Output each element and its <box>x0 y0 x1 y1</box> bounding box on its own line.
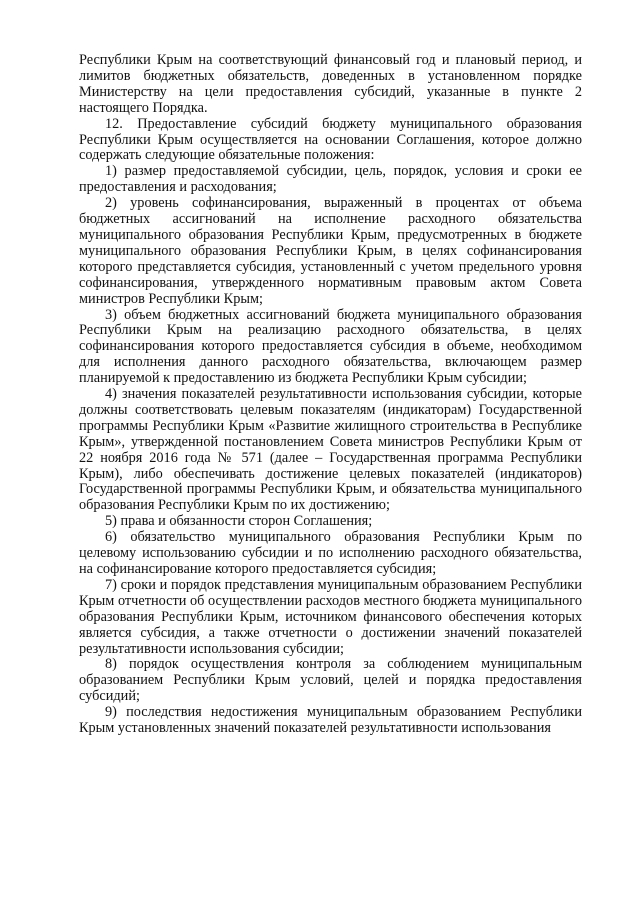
paragraph-clause-1: 1) размер предоставляемой субсидии, цель, порядок, условия и сроки ее предоставления и расходования; <box>79 163 582 196</box>
paragraph-clause-2: 2) уровень софинансирования, выраженный в процентах от объема бюджетных ассигнований на исполнение расходного обязательства муниципального образования Республики Крым, предусмотренных в бюджете муниципального образования Республики Крым, в целях софинансирования которого представляется субсидия, установленный с учетом предельного уровня софинансирования, утвержденного нормативным правовым актом Совета министров Республики Крым; <box>79 195 582 307</box>
paragraph-clause-9: 9) последствия недостижения муниципальным образованием Республики Крым установленных значений показателей результативности использования <box>79 704 582 737</box>
paragraph-clause-8: 8) порядок осуществления контроля за соблюдением муниципальным образованием Республики Крым условий, целей и порядка предоставления субсидий; <box>79 656 582 705</box>
paragraph-clause-5: 5) права и обязанности сторон Соглашения; <box>105 513 373 530</box>
paragraph-budget-limits: Республики Крым на соответствующий финансовый год и плановый период, и лимитов бюджетных обязательств, доведенных в установленном порядке Министерству на цели предоставления субсидий, указанные в пункте 2 настоящего Порядка. <box>79 52 582 116</box>
paragraph-clause-6: 6) обязательство муниципального образования Республики Крым по целевому использованию субсидии и по исполнению расходного обязательства, на софинансирование которого предоставляется субсидия; <box>79 529 582 577</box>
paragraph-item-12: 12. Предоставление субсидий бюджету муниципального образования Республики Крым осуществляется на основании Соглашения, которое должно содержать следующие обязательные положения: <box>79 115 582 164</box>
paragraph-clause-3: 3) объем бюджетных ассигнований бюджета муниципального образования Республики Крым на реализацию расходного обязательства, в целях софинансирования которого предоставляется субсидия в объеме, необходимом для исполнения данного расходного обязательства, включающем размер планируемой к предоставлению из бюджета Республики Крым субсидии; <box>79 306 582 387</box>
paragraph-clause-7: 7) сроки и порядок представления муниципальным образованием Республики Крым отчетности об осуществлении расходов местного бюджета муниципального образования Республики Крым, источником финансового обеспечения которых является субсидия, а также отчетности о достижении значений показателей результативности использования субсидии; <box>79 576 582 657</box>
document-page <box>79 53 582 737</box>
paragraph-clause-4: 4) значения показателей результативности использования субсидии, которые должны соответствовать целевым показателям (индикаторам) Государственной программы Республики Крым «Развитие жилищного строительства в Республике Крым», утвержденной постановлением Совета министров Республики Крым от 22 ноября 2016 года № 571 (далее – Государственная программа Республики Крым), либо обеспечивать достижение целевых показателей (индикаторов) Государственной программы Республики Крым, и обязательства муниципального образования Республики Крым по их достижению; <box>79 386 582 514</box>
